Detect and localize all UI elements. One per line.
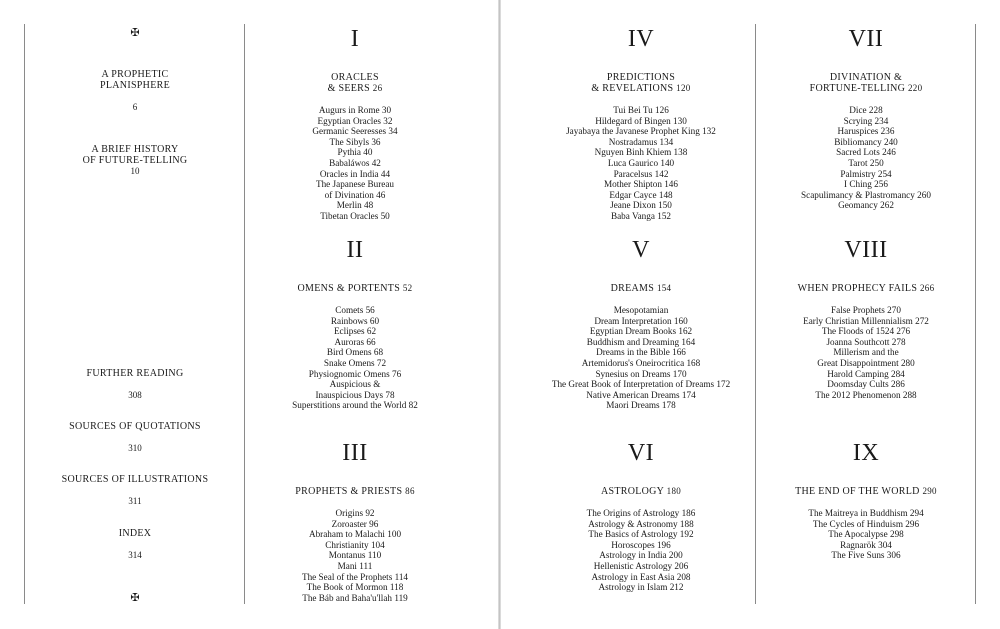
chapter-6 [531, 440, 751, 593]
chapter-entries [250, 105, 460, 222]
toc-entry-link[interactable]: Tarot 250 [848, 157, 884, 168]
chapter-numeral: VI [627, 440, 655, 466]
column-divider-rule [244, 24, 245, 604]
chapter-entries [250, 508, 460, 603]
chapter-7 [763, 26, 969, 211]
toc-entry-link[interactable]: Comets 56 [335, 305, 375, 315]
toc-entry-link[interactable]: The Great Book of Interpretation of Dreams 172 [551, 379, 731, 390]
toc-entry-link[interactable]: Augurs in Rome 30 [318, 105, 392, 115]
chapter-entries [531, 305, 751, 411]
toc-entry-link[interactable]: The Maitreya in Buddhism 294 [808, 508, 924, 518]
toc-entry-link[interactable]: False Prophets 270 [831, 305, 901, 315]
toc-entry-link[interactable]: Hildegard of Bingen 130 [595, 115, 687, 126]
left-page [0, 0, 498, 629]
toc-entry-link[interactable]: Doomsday Cults 286 [827, 379, 905, 390]
toc-entry-link[interactable]: Tibetan Oracles 50 [320, 210, 390, 221]
chapter-5 [531, 237, 751, 411]
toc-entry-link[interactable]: Jeane Dixon 150 [610, 200, 672, 211]
toc-entry-link[interactable]: Artemidorus's Oneirocritica 168 [581, 357, 701, 368]
toc-entry-link[interactable]: Sacred Lots 246 [836, 147, 896, 158]
toc-entry-link[interactable]: Jayabaya the Javanese Prophet King 132 [566, 126, 716, 137]
toc-entry-link[interactable]: The 2012 Phenomenon 288 [815, 389, 917, 400]
chapter-title-link[interactable]: PROPHETS & PRIESTS 86 [295, 486, 415, 497]
toc-entry-link[interactable]: Nguyen Binh Khiem 138 [594, 147, 688, 158]
toc-entry-link[interactable]: Scapulimancy & Plastromancy 260 [801, 189, 931, 200]
toc-entry-link[interactable]: The Floods of 1524 276 [821, 326, 911, 337]
toc-entry-link[interactable]: Early Christian Millennialism 272 [803, 315, 929, 326]
chapter-title-link[interactable]: PREDICTIONS & REVELATIONS 120 [591, 72, 691, 94]
chapter-title-link[interactable]: DIVINATION & FORTUNE-TELLING 220 [809, 72, 923, 94]
chapter-title-link[interactable]: DREAMS 154 [610, 283, 672, 294]
toc-page-sources-quotations: 310 [128, 443, 142, 453]
toc-link-index[interactable]: INDEX [118, 528, 152, 539]
toc-entry-link[interactable]: Dream Interpretation 160 [594, 315, 688, 326]
toc-entry-link[interactable]: I Ching 256 [844, 179, 888, 190]
toc-entry-link[interactable]: Abraham to Malachi 100 [308, 529, 402, 540]
chapter-numeral: VII [848, 26, 884, 52]
toc-entry-link[interactable]: Astrology in Islam 212 [598, 582, 684, 593]
toc-entry-link[interactable]: Snake Omens 72 [323, 357, 387, 368]
toc-entry-link[interactable]: Native American Dreams 174 [586, 389, 696, 400]
chapter-9 [763, 440, 969, 561]
chapter-numeral: II [346, 237, 364, 263]
toc-entry-link[interactable]: Harold Camping 284 [827, 368, 905, 379]
toc-entry-link[interactable]: The Basics of Astrology 192 [588, 529, 694, 540]
toc-entry-link[interactable]: Montanus 110 [328, 550, 382, 561]
toc-entry-link[interactable]: Palmistry 254 [840, 168, 892, 179]
toc-link-brief-history[interactable]: A BRIEF HISTORY OF FUTURE-TELLING [82, 144, 188, 166]
chapter-entries [763, 305, 969, 400]
toc-entry-link[interactable]: Babaláwos 42 [329, 157, 381, 168]
toc-entry-link[interactable]: Egyptian Oracles 32 [317, 115, 393, 126]
chapter-numeral: III [342, 440, 368, 466]
chapter-numeral: VIII [844, 237, 888, 263]
toc-entry-link[interactable]: Dice 228 [849, 105, 883, 115]
toc-entry-link[interactable]: Geomancy 262 [838, 200, 894, 211]
chapter-title-link[interactable]: THE END OF THE WORLD 290 [795, 486, 937, 497]
toc-page-brief-history: 10 [130, 166, 140, 176]
chapter-numeral: I [350, 26, 360, 52]
chapter-title-link[interactable]: ASTROLOGY 180 [600, 486, 682, 497]
toc-page-planisphere: 6 [132, 102, 138, 112]
toc-link-further-reading[interactable]: FURTHER READING [86, 368, 184, 379]
toc-link-sources-illustrations[interactable]: SOURCES OF ILLUSTRATIONS [61, 474, 209, 485]
toc-entry-link[interactable]: Synesius on Dreams 170 [595, 368, 687, 379]
toc-entry-link[interactable]: Mani 111 [337, 560, 373, 571]
left-margin-rule [24, 24, 25, 604]
chapter-numeral: IV [627, 26, 655, 52]
toc-entry-link[interactable]: The Báb and Baha'u'llah 119 [302, 592, 408, 603]
chapter-entries [531, 508, 751, 593]
right-page [501, 0, 1000, 629]
right-margin-rule [975, 24, 976, 604]
toc-entry-link[interactable]: Buddhism and Dreaming 164 [586, 336, 696, 347]
toc-entry-link[interactable]: Nostradamus 134 [608, 136, 674, 147]
toc-entry-link[interactable]: Joanna Southcott 278 [826, 336, 906, 347]
toc-entry-link[interactable]: Astrology & Astronomy 188 [588, 518, 694, 529]
toc-entry-link[interactable]: Astrology in India 200 [599, 550, 683, 561]
toc-entry-link[interactable]: Bibliomancy 240 [834, 136, 898, 147]
toc-entry-link[interactable]: Rainbows 60 [330, 315, 380, 326]
toc-page-further-reading: 308 [128, 390, 142, 400]
toc-entry-link[interactable]: Bird Omens 68 [326, 347, 384, 358]
toc-entry-link[interactable]: The Sibyls 36 [329, 136, 381, 147]
toc-page-index: 314 [128, 550, 142, 560]
chapter-title-link[interactable]: ORACLES & SEERS 26 [327, 72, 383, 94]
ornament-cross-bottom: ✠ [130, 592, 140, 604]
toc-entry-link[interactable]: The Origins of Astrology 186 [586, 508, 696, 518]
toc-entry-link[interactable]: The Japanese Bureau of Divination 46 [315, 179, 395, 200]
toc-entry-link[interactable]: Ragnarök 304 [840, 539, 892, 550]
toc-entry-link[interactable]: Luca Gaurico 140 [607, 157, 675, 168]
toc-entry-link[interactable]: Baba Vanga 152 [610, 210, 672, 221]
toc-entry-link[interactable]: Millerism and the Great Disappointment 280 [817, 347, 915, 368]
toc-entry-link[interactable]: Astrology in East Asia 208 [591, 571, 691, 582]
toc-entry-link[interactable]: Dreams in the Bible 166 [596, 347, 686, 358]
toc-entry-link[interactable]: The Book of Mormon 118 [306, 582, 404, 593]
toc-entry-link[interactable]: Mother Shipton 146 [603, 179, 678, 190]
chapter-4 [531, 26, 751, 222]
toc-entry-link[interactable]: Maori Dreams 178 [606, 400, 676, 411]
chapter-2 [250, 237, 460, 411]
toc-entry-link[interactable]: Paracelsus 142 [613, 168, 669, 179]
toc-entry-link[interactable]: Horoscopes 196 [611, 539, 671, 550]
toc-link-sources-quotations[interactable]: SOURCES OF QUOTATIONS [69, 421, 201, 432]
chapter-8 [763, 237, 969, 400]
toc-page-sources-illustrations: 311 [128, 496, 142, 506]
chapter-entries [763, 508, 969, 561]
toc-entry-link[interactable]: Auroras 66 [334, 336, 376, 347]
chapter-numeral: IX [852, 440, 880, 466]
ornament-cross-top: ✠ [130, 27, 140, 39]
toc-entry-link[interactable]: Egyptian Dream Books 162 [589, 326, 693, 337]
toc-entry-link[interactable]: Tui Bei Tu 126 [613, 105, 669, 115]
chapter-3 [250, 440, 460, 603]
chapter-title-link[interactable]: OMENS & PORTENTS 52 [297, 283, 413, 294]
chapter-entries [531, 105, 751, 222]
toc-entry-link[interactable]: The Apocalypse 298 [828, 529, 904, 540]
chapter-entries [763, 105, 969, 211]
toc-entry-link[interactable]: Origins 92 [335, 508, 375, 518]
toc-entry-link[interactable]: Germanic Seeresses 34 [312, 126, 398, 137]
toc-entry-link[interactable]: Scrying 234 [843, 115, 889, 126]
toc-entry-link[interactable]: The Five Suns 306 [831, 550, 901, 561]
toc-entry-link[interactable]: Hellenistic Astrology 206 [593, 560, 689, 571]
column-divider-rule [755, 24, 756, 604]
chapter-title-link[interactable]: WHEN PROPHECY FAILS 266 [797, 283, 935, 294]
toc-entry-link[interactable]: Pythia 40 [337, 147, 373, 158]
toc-entry-link[interactable]: Superstitions around the World 82 [292, 400, 418, 411]
toc-entry-link[interactable]: Edgar Cayce 148 [609, 189, 673, 200]
toc-entry-link[interactable]: Zoroaster 96 [331, 518, 379, 529]
toc-entry-link[interactable]: Haruspices 236 [837, 126, 895, 137]
toc-entry-link[interactable]: Oracles in India 44 [319, 168, 391, 179]
toc-entry-link[interactable]: Physiognomic Omens 76 [308, 368, 402, 379]
toc-entry-link[interactable]: Christianity 104 [325, 539, 385, 550]
toc-link-planisphere[interactable]: A PROPHETIC PLANISPHERE [100, 69, 170, 91]
toc-entry-link[interactable]: The Cycles of Hinduism 296 [812, 518, 920, 529]
toc-entry-link[interactable]: Eclipses 62 [333, 326, 377, 337]
toc-entry-link[interactable]: Auspicious & Inauspicious Days 78 [315, 379, 395, 400]
chapter-entries [250, 305, 460, 411]
toc-entry-link[interactable]: Merlin 48 [336, 200, 374, 211]
chapter-1 [250, 26, 460, 222]
chapter-numeral: V [632, 237, 650, 263]
toc-entry-link[interactable]: Mesopotamian [613, 305, 669, 315]
toc-entry-link[interactable]: The Seal of the Prophets 114 [301, 571, 409, 582]
